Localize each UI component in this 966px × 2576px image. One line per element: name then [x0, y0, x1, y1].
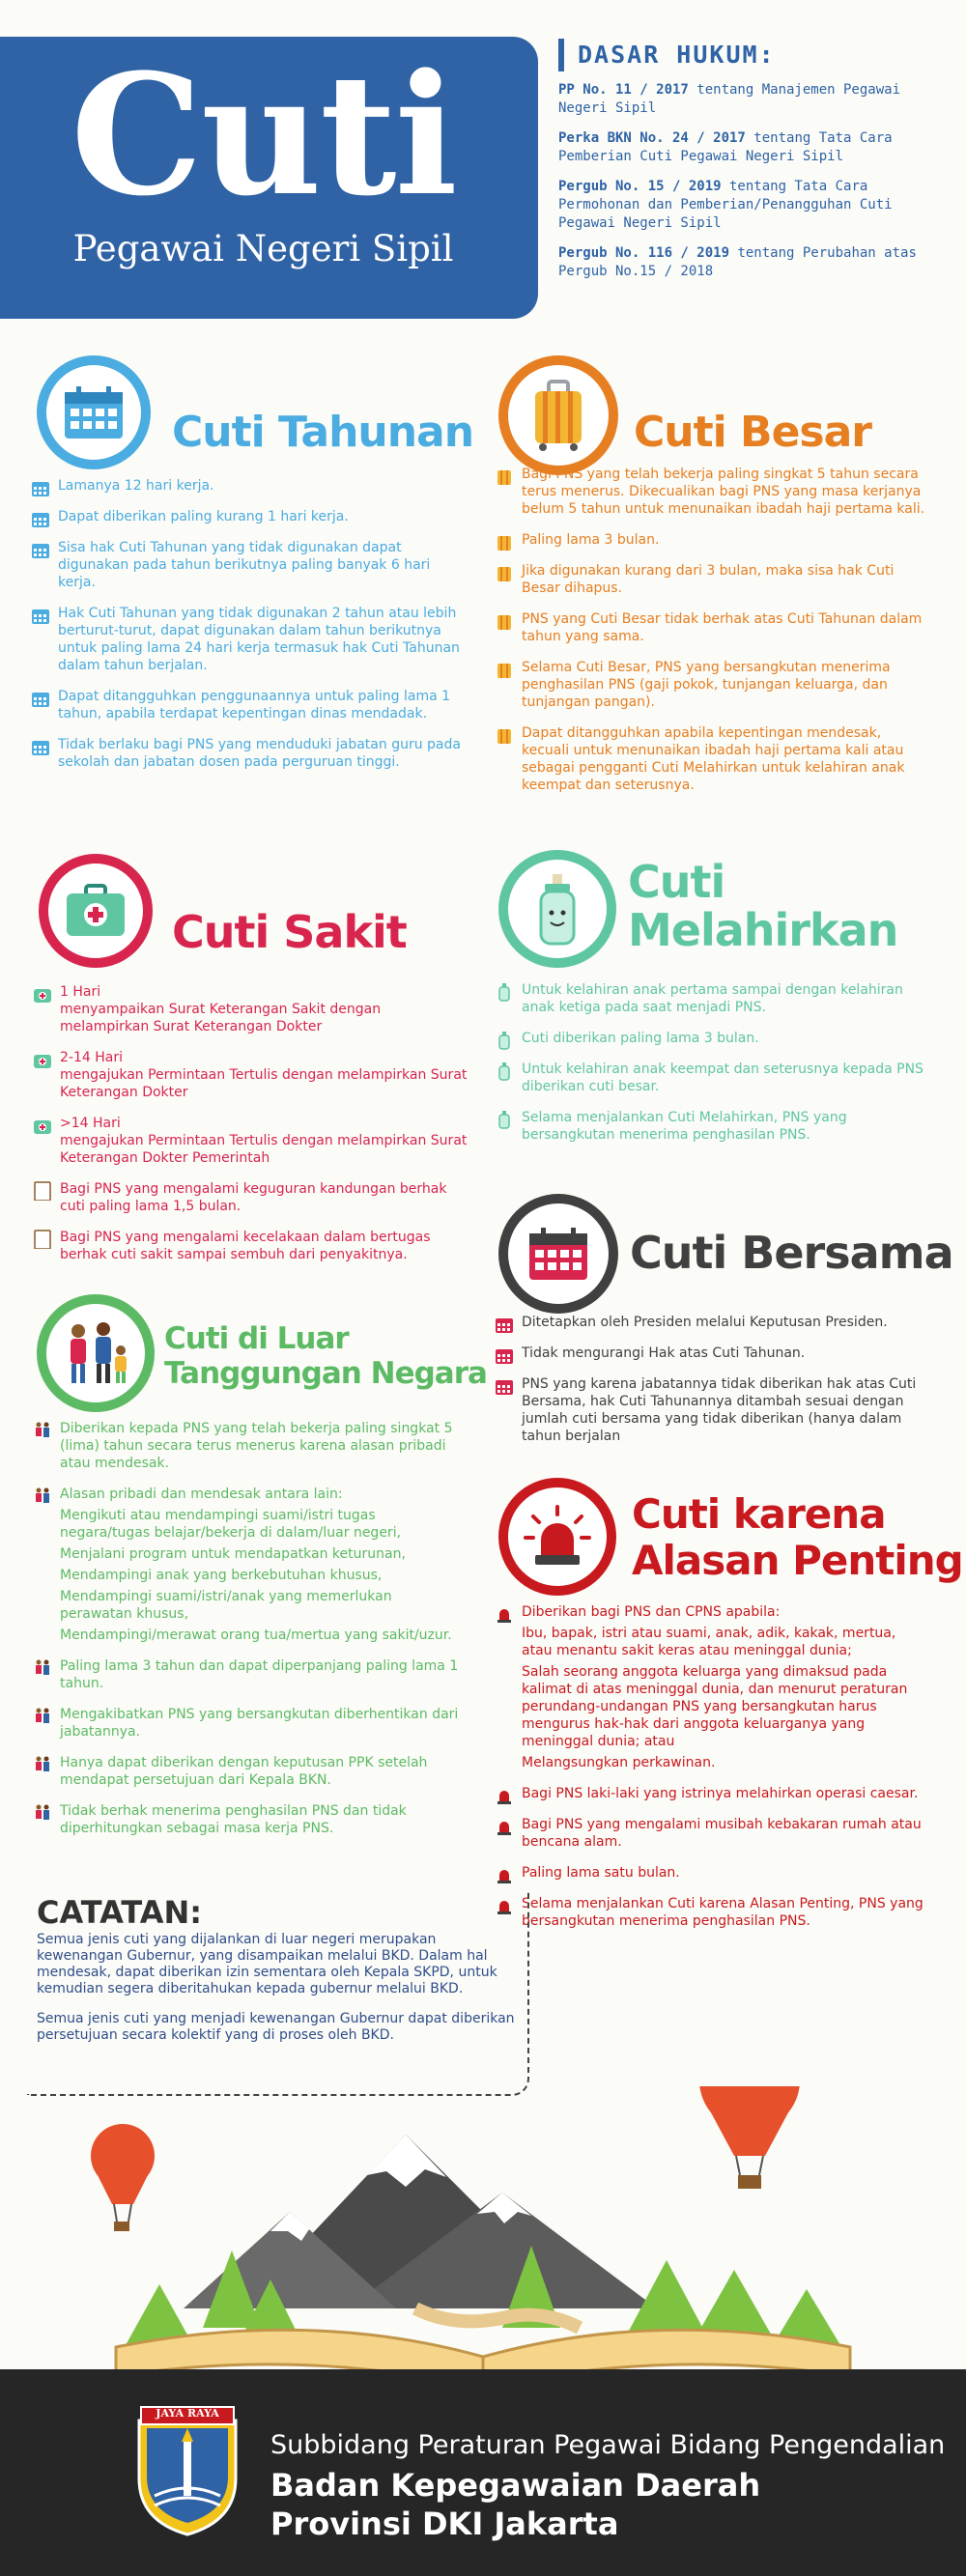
siren-bullet-icon [495, 1604, 514, 1624]
list-item-heading: 2-14 Hari [60, 1050, 123, 1065]
catatan-paragraph: Semua jenis cuti yang dijalankan di luar negeri merupakan kewenangan Gubernur, yang disampaikan melalui BKD. Dalam hal mendesak, dapat diberikan izin sementara oleh Kepala SKPD, untuk kemudian segera diberitahukan kepada gubernur melalui BKD. [37, 1932, 497, 1996]
calendar-bullet-icon [31, 478, 50, 497]
list-item-text: mengajukan Permintaan Tertulis dengan melampirkan Surat Keterangan Dokter [60, 1067, 468, 1100]
cuti-luar-title [164, 1321, 487, 1391]
list-item [495, 1816, 929, 1851]
dasar-desc: tentang Tata Cara Permohonan dan Pemberian/Penangguhan Cuti Pegawai Negeri Sipil [558, 179, 893, 231]
cuti-tahunan-title: Cuti Tahunan [172, 408, 474, 457]
bottle-bullet-icon [495, 982, 514, 1002]
suitcase-bullet-icon [495, 563, 514, 582]
list-item-text: Selama Cuti Besar, PNS yang bersangkutan menerima penghasilan PNS (gaji pokok, tunjangan keluarga, dan tunjangan pangan). [522, 660, 891, 710]
calendar-bullet-icon [495, 1345, 514, 1365]
catatan-box [27, 1891, 529, 2096]
suitcase-bullet-icon [495, 532, 514, 552]
calendar-bullet-icon [31, 509, 50, 528]
list-item-text: Selama menjalankan Cuti Melahirkan, PNS yang bersangkutan menerima penghasilan PNS. [522, 1110, 847, 1143]
list-item-text: mengajukan Permintaan Tertulis dengan melampirkan Surat Keterangan Dokter Pemerintah [60, 1133, 468, 1166]
calendar-icon [498, 1194, 618, 1314]
alarm-siren-icon [498, 1478, 616, 1596]
family-bullet-icon [33, 1658, 52, 1678]
first-aid-kit-icon [39, 854, 153, 968]
dasar-ref: Pergub No. 15 / 2019 [558, 179, 722, 194]
cuti-besar-title: Cuti Besar [634, 408, 872, 457]
page-subtitle: Pegawai Negeri Sipil [72, 228, 454, 269]
dasar-hukum-item [558, 81, 954, 118]
list-item [33, 1049, 468, 1101]
list-item-text: Selama menjalankan Cuti karena Alasan Penting, PNS yang bersangkutan menerima penghasilan PNS. [522, 1896, 923, 1929]
list-item [33, 1180, 468, 1215]
list-item-text: PNS yang karena jabatannya tidak diberikan hak atas Cuti Bersama, hak Cuti Tahunannya ditambah sesuai dengan jumlah cuti bersama yang tidak diberikan (hanya dalam tahun berjalan [522, 1376, 917, 1444]
list-item-heading: >14 Hari [60, 1116, 121, 1131]
catatan-paragraph: Semua jenis cuti yang menjadi kewenangan Gubernur dapat diberikan persetujuan secara kolektif yang di proses oleh BKD. [37, 2011, 515, 2043]
list-item [33, 1802, 466, 1837]
list-item-text: Jika digunakan kurang dari 3 bulan, maka sisa hak Cuti Besar dihapus. [522, 563, 895, 596]
calendar-bullet-icon [31, 540, 50, 559]
list-item [33, 1420, 466, 1472]
list-item [33, 1754, 466, 1789]
family-icon [37, 1294, 155, 1412]
list-item [31, 736, 464, 771]
list-item-text: Bagi PNS yang mengalami kecelakaan dalam bertugas berhak cuti sakit sampai sembuh dari penyakitnya. [60, 1230, 431, 1262]
catatan-title: CATATAN: [37, 1894, 203, 1931]
list-item [33, 1486, 466, 1644]
list-item-text: Ditetapkan oleh Presiden melalui Keputusan Presiden. [522, 1315, 888, 1330]
dasar-hukum-item [558, 244, 954, 281]
suitcase-icon [498, 355, 618, 475]
list-item-text: Cuti diberikan paling lama 3 bulan. [522, 1031, 759, 1046]
list-item [31, 688, 464, 722]
list-item [31, 605, 464, 674]
bottle-bullet-icon [495, 1031, 514, 1050]
cuti-penting-list [495, 1603, 929, 1943]
footer-line-2: Badan Kepegawaian Daerah [270, 2467, 761, 2504]
note-bullet-icon [33, 1181, 52, 1201]
list-item [495, 1061, 929, 1095]
suitcase-bullet-icon [495, 611, 514, 631]
logo-text: JAYA RAYA [156, 2407, 219, 2420]
list-item [495, 1109, 929, 1144]
list-item [495, 1030, 929, 1047]
family-bullet-icon [33, 1707, 52, 1726]
first-aid-bullet-icon [33, 1050, 52, 1069]
book-landscape-illustration [0, 2086, 966, 2376]
dasar-hukum [558, 39, 954, 293]
family-bullet-icon [33, 1486, 52, 1506]
note-bullet-icon [33, 1230, 52, 1249]
family-bullet-icon [33, 1803, 52, 1823]
list-item [495, 724, 925, 794]
list-item-text: Sisa hak Cuti Tahunan yang tidak digunakan dapat digunakan pada tahun berikutnya paling banyak 6 hari kerja. [58, 540, 431, 590]
bottle-bullet-icon [495, 1110, 514, 1129]
list-item-text: Bagi PNS yang mengalami musibah kebakaran rumah atau bencana alam. [522, 1817, 922, 1850]
suitcase-bullet-icon [495, 660, 514, 679]
family-bullet-icon [33, 1421, 52, 1440]
list-item-text: Dapat ditangguhkan penggunaannya untuk paling lama 1 tahun, apabila terdapat kepentingan dinas mendadak. [58, 689, 451, 722]
list-item [495, 1375, 929, 1445]
dasar-desc: tentang Tata Cara Pemberian Cuti Pegawai Negeri Sipil [558, 130, 893, 164]
list-item-text: Alasan pribadi dan mendesak antara lain: [60, 1486, 343, 1502]
footer-line-1: Subbidang Peraturan Pegawai Bidang Pengendalian [270, 2430, 946, 2460]
cuti-bersama-title: Cuti Bersama [630, 1227, 953, 1279]
list-item-text: Untuk kelahiran anak keempat dan seterusnya kepada PNS diberikan cuti besar. [522, 1062, 923, 1094]
list-subitem-text: Mendampingi/merawat orang tua/mertua yang sakit/uzur. [60, 1628, 452, 1643]
list-item-text: Bagi PNS yang telah bekerja paling singkat 5 tahun secara terus menerus. Dikecualikan bagi PNS yang masa kerjanya belum 5 tahun untuk menunaikan ibadah haji pertama kali. [522, 467, 925, 517]
list-item [495, 1785, 929, 1802]
list-item [495, 562, 925, 597]
title-line: Alasan Penting [632, 1537, 963, 1584]
list-item [495, 659, 925, 711]
list-item-text: Paling lama satu bulan. [522, 1865, 680, 1881]
list-item-text: PNS yang Cuti Besar tidak berhak atas Cuti Tahunan dalam tahun yang sama. [522, 611, 923, 644]
list-item [495, 1603, 929, 1771]
list-item-text: Dapat ditangguhkan apabila kepentingan mendesak, kecuali untuk menunaikan ibadah haji pertama kali atau sebagai pengganti Cuti Melahirkan untuk kelahiran anak keempat dan seterusnya. [522, 725, 905, 793]
list-item-text: Diberikan bagi PNS dan CPNS apabila: [522, 1604, 781, 1620]
first-aid-bullet-icon [33, 1116, 52, 1135]
bottle-bullet-icon [495, 1062, 514, 1081]
siren-bullet-icon [495, 1865, 514, 1884]
list-item [495, 610, 925, 645]
list-item-text: Mengakibatkan PNS yang bersangkutan diberhentikan dari jabatannya. [60, 1707, 459, 1740]
list-item [31, 539, 464, 591]
dasar-desc: tentang Perubahan atas Pergub No.15 / 2018 [558, 245, 917, 279]
calendar-icon [37, 355, 151, 469]
cuti-melahirkan-list [495, 981, 929, 1157]
list-item-heading: 1 Hari [60, 984, 101, 1000]
siren-bullet-icon [495, 1817, 514, 1836]
title-line: Cuti [628, 856, 725, 908]
suitcase-bullet-icon [495, 467, 514, 486]
list-item [31, 477, 464, 495]
list-item [495, 531, 925, 549]
list-item [495, 466, 925, 518]
list-item [495, 1314, 929, 1331]
calendar-bullet-icon [31, 737, 50, 756]
title-line: Cuti karena [632, 1490, 886, 1538]
dasar-ref: Perka BKN No. 24 / 2017 [558, 130, 746, 146]
title-line: Tanggungan Negara [164, 1356, 487, 1391]
dasar-hukum-item [558, 178, 954, 233]
list-item-text: Dapat diberikan paling kurang 1 hari kerja. [58, 509, 349, 524]
cuti-sakit-list [33, 983, 468, 1277]
list-item [495, 981, 929, 1016]
list-item [495, 1864, 929, 1882]
list-item-text: Hak Cuti Tahunan yang tidak digunakan 2 tahun atau lebih berturut-turut, dapat digunakan dalam tahun berikutnya untuk paling lama 24 hari kerja termasuk hak Cuti Tahunan dalam tahun berjalan. [58, 606, 460, 673]
list-item-text: Tidak mengurangi Hak atas Cuti Tahunan. [522, 1345, 806, 1361]
cuti-besar-list [495, 466, 925, 807]
list-item [495, 1345, 929, 1362]
list-item-text: Paling lama 3 bulan. [522, 532, 660, 548]
footer-line-3: Provinsi DKI Jakarta [270, 2505, 619, 2542]
jakarta-emblem-logo [131, 2403, 243, 2538]
calendar-bullet-icon [31, 689, 50, 708]
list-item-text: Hanya dapat diberikan dengan keputusan PPK setelah mendapat persetujuan dari Kepala BKN. [60, 1755, 428, 1788]
family-bullet-icon [33, 1755, 52, 1774]
cuti-melahirkan-title [628, 858, 897, 954]
calendar-bullet-icon [31, 606, 50, 625]
list-item-text: Bagi PNS laki-laki yang istrinya melahirkan operasi caesar. [522, 1786, 919, 1801]
dasar-ref: Pergub No. 116 / 2019 [558, 245, 730, 261]
title-line: Cuti di Luar [164, 1321, 349, 1356]
list-item-text: Bagi PNS yang mengalami keguguran kandungan berhak cuti paling lama 1,5 bulan. [60, 1181, 447, 1214]
list-subitem-text: Salah seorang anggota keluarga yang dimaksud pada kalimat di atas meninggal dunia, dan menurut peraturan perundang-undangan PNS yang bersangkutan harus mengurus hak-hak dari anggota keluarganya yang meninggal dunia; atau [522, 1664, 908, 1749]
calendar-bullet-icon [495, 1315, 514, 1334]
list-item [495, 1895, 929, 1930]
title-line: Melahirkan [628, 904, 898, 956]
list-subitem-text: Mendampingi suami/istri/anak yang memerlukan perawatan khusus, [60, 1589, 392, 1622]
calendar-bullet-icon [495, 1376, 514, 1396]
list-item-text: Diberikan kepada PNS yang telah bekerja paling singkat 5 (lima) tahun secara terus menerus karena alasan pribadi atau mendesak. [60, 1421, 453, 1471]
list-item [33, 1657, 466, 1692]
suitcase-bullet-icon [495, 725, 514, 745]
list-subitem-text: Mengikuti atau mendampingi suami/istri tugas negara/tugas belajar/bekerja di dalam/luar negeri, [60, 1508, 402, 1541]
cuti-bersama-list [495, 1314, 929, 1458]
list-subitem-text: Mendampingi anak yang berkebutuhan khusus, [60, 1568, 383, 1583]
baby-bottle-icon [498, 850, 616, 968]
list-item-text: Lamanya 12 hari kerja. [58, 478, 214, 494]
list-item-text: Tidak berhak menerima penghasilan PNS dan tidak diperhitungkan sebagai masa kerja PNS. [60, 1803, 407, 1836]
dasar-desc: tentang Manajemen Pegawai Negeri Sipil [558, 82, 901, 116]
list-item [33, 1706, 466, 1741]
list-subitem-text: Ibu, bapak, istri atau suami, anak, adik, kakak, mertua, atau menantu sakit keras atau meninggal dunia; [522, 1626, 896, 1658]
siren-bullet-icon [495, 1786, 514, 1805]
list-item-text: Tidak berlaku bagi PNS yang menduduki jabatan guru pada sekolah dan jabatan dosen pada perguruan tinggi. [58, 737, 461, 770]
list-item-text: menyampaikan Surat Keterangan Sakit dengan melampirkan Surat Keterangan Dokter [60, 1002, 382, 1034]
list-item [31, 508, 464, 525]
dasar-hukum-item [558, 129, 954, 166]
list-item [33, 983, 468, 1035]
dasar-hukum-title: DASAR HUKUM: [558, 39, 954, 71]
list-item-text: Untuk kelahiran anak pertama sampai dengan kelahiran anak ketiga pada saat menjadi PNS. [522, 982, 903, 1015]
list-subitem-text: Melangsungkan perkawinan. [522, 1755, 716, 1770]
dasar-ref: PP No. 11 / 2017 [558, 82, 689, 98]
cuti-sakit-title: Cuti Sakit [172, 906, 407, 958]
hot-air-balloon-icon [699, 2086, 800, 2189]
list-subitem-text: Menjalani program untuk mendapatkan keturunan, [60, 1546, 406, 1562]
cuti-tahunan-list [31, 477, 464, 784]
first-aid-bullet-icon [33, 984, 52, 1004]
cuti-luar-list [33, 1420, 466, 1851]
list-item [33, 1229, 468, 1263]
hot-air-balloon-icon [91, 2124, 155, 2231]
list-item-text: Paling lama 3 tahun dan dapat diperpanjang paling lama 1 tahun. [60, 1658, 459, 1691]
page-title: Cuti [71, 37, 456, 233]
cuti-penting-title [632, 1491, 963, 1584]
list-item [33, 1115, 468, 1167]
